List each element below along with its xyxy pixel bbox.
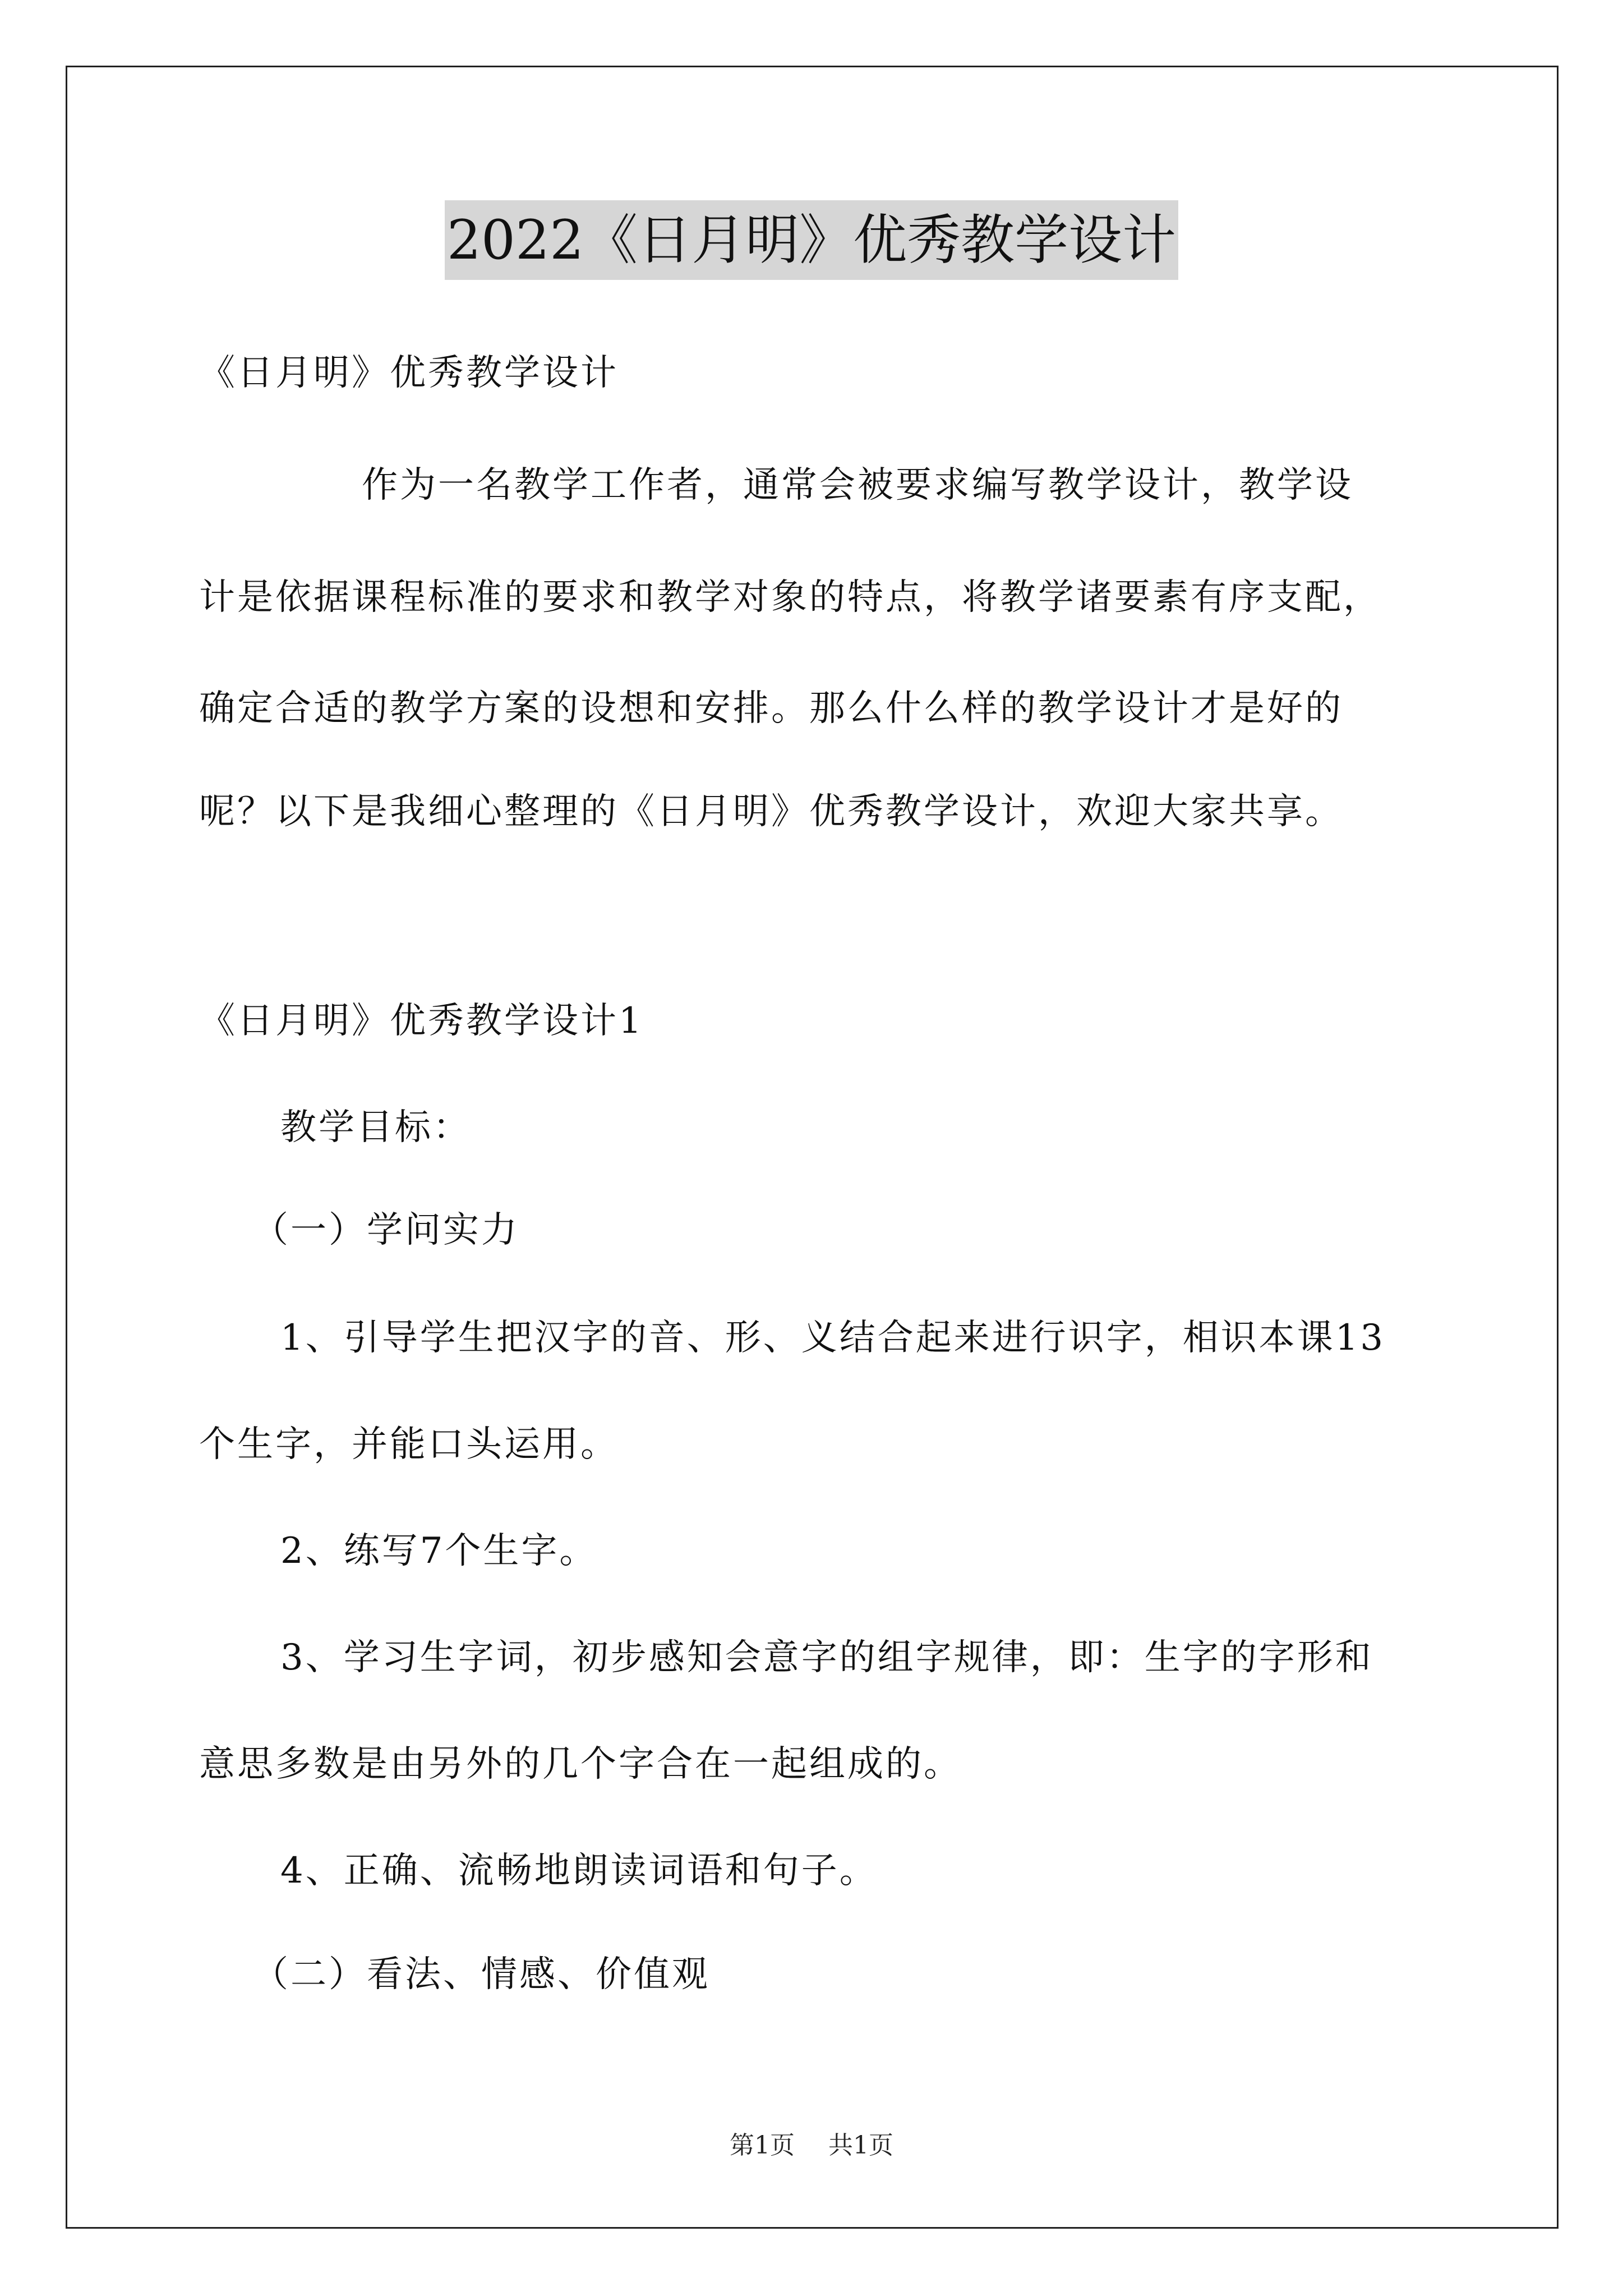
intro-line-3: 确定合适的教学方案的设想和安排。那么什么样的教学设计才是好的 (199, 688, 1343, 729)
page-footer (0, 2129, 1623, 2162)
teaching-goals-heading: 教学目标： (280, 1107, 471, 1148)
goal-item-3-line-2: 意思多数是由另外的几个字合在一起组成的。 (199, 1743, 962, 1785)
document-title: 2022《日月明》优秀教学设计 (445, 200, 1178, 280)
section-heading-1: 《日月明》优秀教学设计1 (199, 1000, 644, 1042)
intro-line-4: 呢？以下是我细心整理的《日月明》优秀教学设计，欢迎大家共享。 (199, 791, 1343, 832)
subtitle-line: 《日月明》优秀教学设计 (199, 352, 619, 394)
intro-line-2: 计是依据课程标准的要求和教学对象的特点，将教学诸要素有序支配， (199, 577, 1381, 618)
goal-item-3-line-1: 3、学习生字词，初步感知会意字的组字规律，即：生字的字形和 (280, 1637, 1373, 1678)
page-total: 共1页 (828, 2131, 893, 2160)
title-container (0, 200, 1623, 280)
goal-item-2: 2、练写7个生字。 (280, 1530, 598, 1572)
goal-item-1-line-1: 1、引导学生把汉字的音、形、义结合起来进行识字，相识本课13 (280, 1317, 1386, 1359)
subheading-attitude: （二）看法、情感、价值观 (252, 1954, 710, 1995)
goal-item-1-line-2: 个生字，并能口头运用。 (199, 1424, 619, 1465)
page-number: 第1页 (730, 2131, 795, 2160)
intro-line-1: 作为一名教学工作者，通常会被要求编写教学设计，教学设 (362, 464, 1353, 506)
subheading-knowledge: （一）学问实力 (252, 1209, 519, 1251)
goal-item-4: 4、正确、流畅地朗读词语和句子。 (280, 1850, 878, 1892)
